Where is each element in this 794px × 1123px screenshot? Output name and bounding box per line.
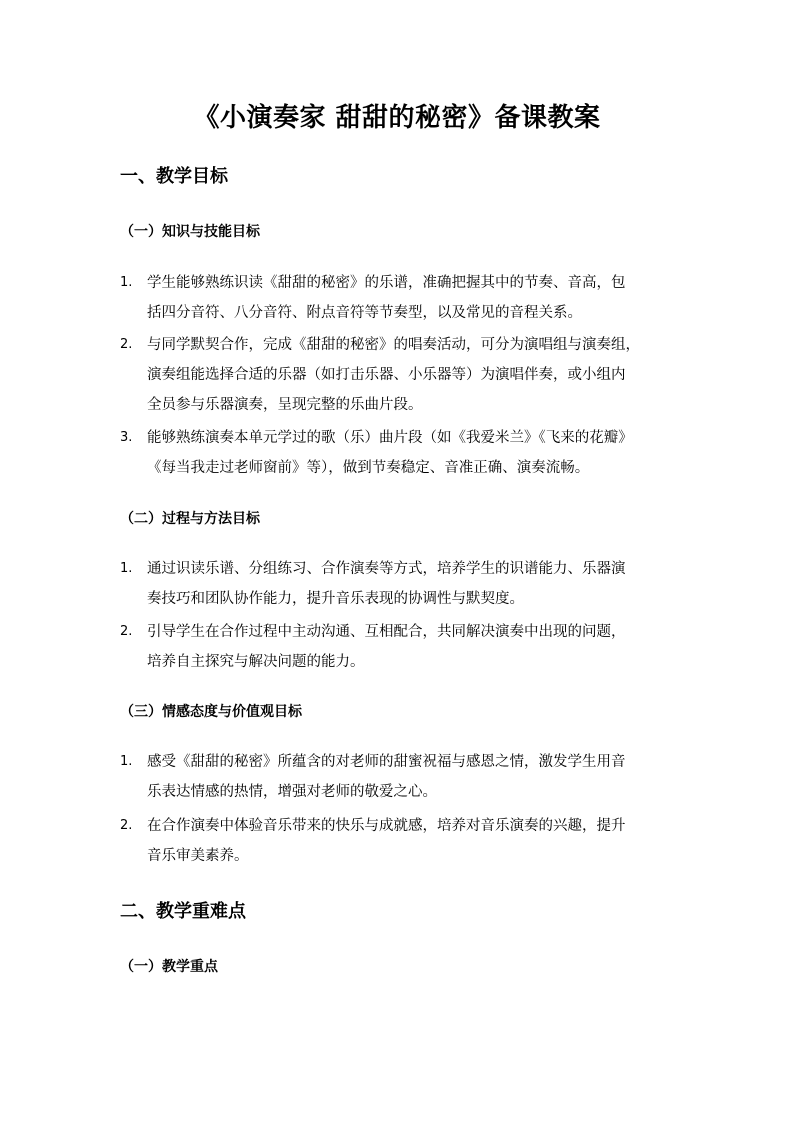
list-item-line: 在合作演奏中体验音乐带来的快乐与成就感，培养对音乐演奏的兴趣，提升 [147, 818, 626, 834]
list-item-line: 感受《甜甜的秘密》所蕴含的对老师的甜蜜祝福与感恩之情，激发学生用音 [147, 754, 626, 770]
list-item-line: 音乐审美素养。 [147, 848, 249, 864]
list-item-text [147, 811, 682, 871]
list-item [120, 330, 680, 420]
list-item-text [147, 423, 682, 483]
section-heading-key-difficulties: 二、教学重难点 [120, 901, 246, 922]
list-item [120, 811, 680, 871]
list-item-text [147, 554, 682, 614]
list-item [120, 423, 680, 483]
list-item [120, 617, 680, 677]
subsection-heading-emotion-values: （三）情感态度与价值观目标 [120, 704, 302, 720]
list-item-line: 引导学生在合作过程中主动沟通、互相配合，共同解决演奏中出现的问题， [147, 624, 626, 640]
list-item-line: 能够熟练演奏本单元学过的歌（乐）曲片段（如《我爱米兰》《飞来的花瓣》 [147, 430, 633, 446]
list-item-number: 1. [120, 754, 133, 769]
list-item-line: 学生能够熟练识读《甜甜的秘密》的乐谱，准确把握其中的节奏、音高，包 [147, 275, 626, 291]
document-title: 《小演奏家 甜甜的秘密》备课教案 [193, 103, 601, 133]
list-item-number: 3. [120, 430, 133, 445]
list-item-text [147, 747, 682, 807]
list-item [120, 747, 680, 807]
list-item [120, 554, 680, 614]
list-item-number: 2. [120, 337, 133, 352]
list-item-line: 通过识读乐谱、分组练习、合作演奏等方式，培养学生的识谱能力、乐器演 [147, 561, 626, 577]
list-item-text [147, 268, 682, 328]
list-item-text [147, 617, 682, 677]
list-item-number: 2. [120, 818, 133, 833]
subsection-heading-knowledge-skills: （一）知识与技能目标 [120, 224, 260, 240]
list-item-line: 全员参与乐器演奏，呈现完整的乐曲片段。 [147, 397, 423, 413]
list-item-line: 奏技巧和团队协作能力，提升音乐表现的协调性与默契度。 [147, 591, 524, 607]
list-item-line: 培养自主探究与解决问题的能力。 [147, 654, 365, 670]
list-item [120, 268, 680, 328]
list-item-line: 乐表达情感的热情，增强对老师的敬爱之心。 [147, 784, 437, 800]
list-item-line: 演奏组能选择合适的乐器（如打击乐器、小乐器等）为演唱伴奏，或小组内 [147, 367, 626, 383]
section-heading-teaching-objectives: 一、教学目标 [120, 166, 228, 187]
list-item-line: 《每当我走过老师窗前》等），做到节奏稳定、音准正确、演奏流畅。 [147, 460, 590, 476]
list-item-number: 2. [120, 624, 133, 639]
list-item-text [147, 330, 682, 420]
list-item-line: 括四分音符、八分音符、附点音符等节奏型，以及常见的音程关系。 [147, 305, 582, 321]
subsection-heading-teaching-focus: （一）教学重点 [120, 959, 218, 975]
subsection-heading-process-methods: （二）过程与方法目标 [120, 511, 260, 527]
list-item-number: 1. [120, 561, 133, 576]
list-item-number: 1. [120, 275, 133, 290]
list-item-line: 与同学默契合作，完成《甜甜的秘密》的唱奏活动，可分为演唱组与演奏组， [147, 337, 640, 353]
